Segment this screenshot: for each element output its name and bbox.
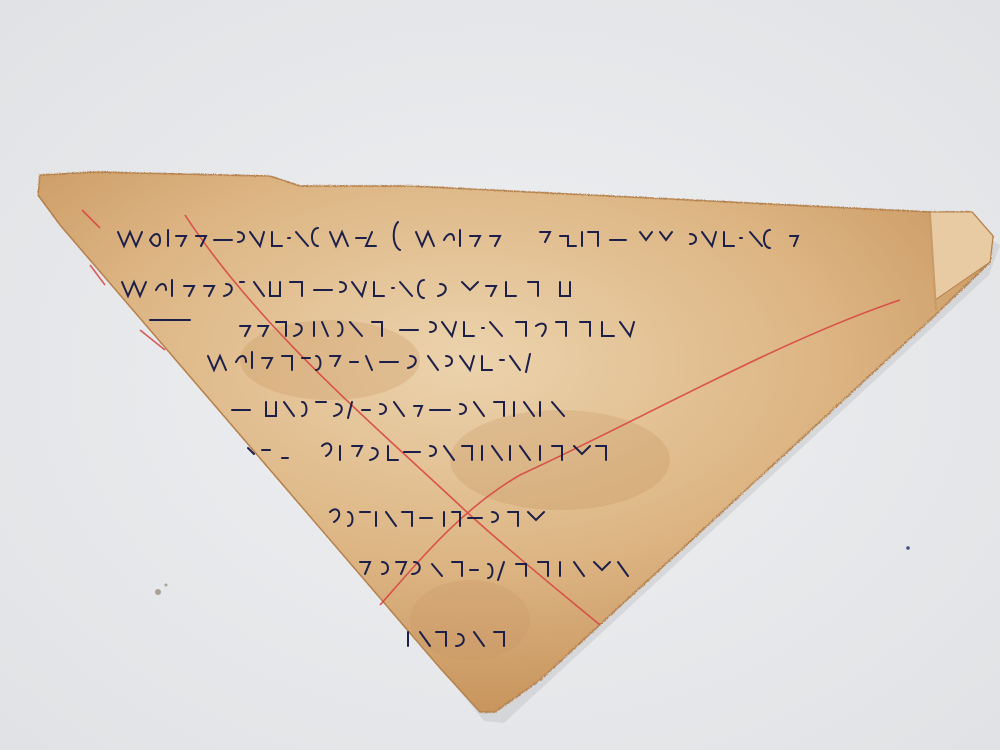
stain xyxy=(410,580,530,660)
stain xyxy=(240,320,420,400)
